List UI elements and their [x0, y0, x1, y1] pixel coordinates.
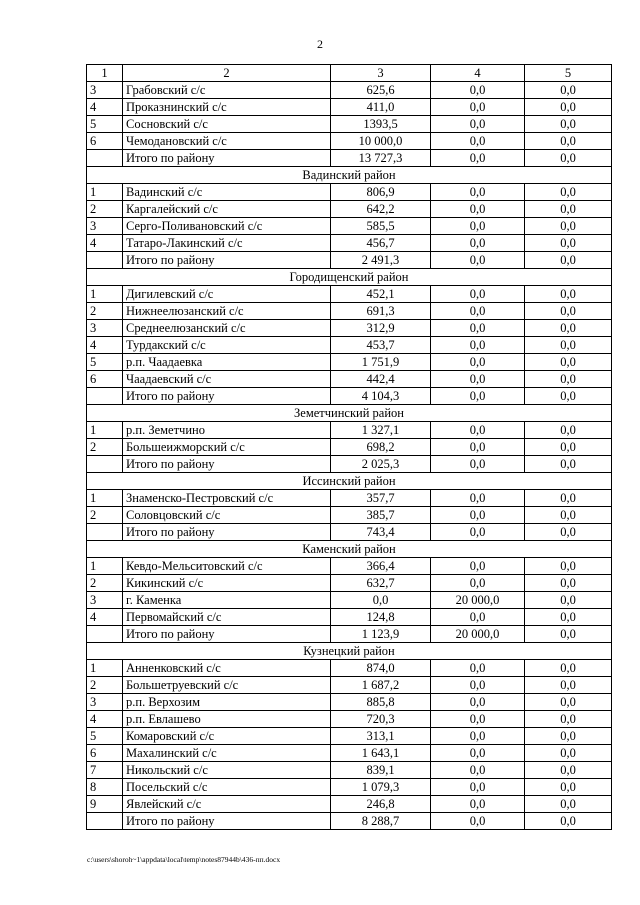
row-number: 3: [87, 82, 123, 99]
header-cell: 4: [431, 65, 525, 82]
table-row: [87, 694, 612, 711]
value-col-3: 385,7: [331, 507, 431, 524]
value-col-3: 691,3: [331, 303, 431, 320]
value-col-4: 0,0: [431, 507, 525, 524]
settlement-name: Явлейский с/с: [123, 796, 331, 813]
table-row: [87, 99, 612, 116]
district-section-row: [87, 541, 612, 558]
row-number: 2: [87, 439, 123, 456]
value-col-4: 0,0: [431, 762, 525, 779]
row-number: [87, 456, 123, 473]
district-total-row: [87, 150, 612, 167]
value-col-5: 0,0: [525, 184, 612, 201]
table-row: [87, 439, 612, 456]
row-number: 5: [87, 354, 123, 371]
settlement-name: Итого по району: [123, 456, 331, 473]
value-col-3: 874,0: [331, 660, 431, 677]
table-row: [87, 490, 612, 507]
table-row: [87, 558, 612, 575]
value-col-4: 0,0: [431, 745, 525, 762]
value-col-3: 411,0: [331, 99, 431, 116]
value-col-5: 0,0: [525, 779, 612, 796]
value-col-3: 357,7: [331, 490, 431, 507]
value-col-3: 124,8: [331, 609, 431, 626]
row-number: 6: [87, 745, 123, 762]
value-col-5: 0,0: [525, 286, 612, 303]
value-col-4: 20 000,0: [431, 592, 525, 609]
row-number: [87, 626, 123, 643]
table-row: [87, 575, 612, 592]
table-row: [87, 728, 612, 745]
value-col-4: 0,0: [431, 150, 525, 167]
row-number: 7: [87, 762, 123, 779]
district-title: Кузнецкий район: [87, 643, 612, 660]
settlement-name: Кевдо-Мельситовский с/с: [123, 558, 331, 575]
row-number: 3: [87, 694, 123, 711]
table-row: [87, 711, 612, 728]
table-row: [87, 609, 612, 626]
value-col-5: 0,0: [525, 524, 612, 541]
value-col-3: 313,1: [331, 728, 431, 745]
table-row: [87, 184, 612, 201]
value-col-4: 0,0: [431, 116, 525, 133]
row-number: 3: [87, 320, 123, 337]
value-col-4: 0,0: [431, 728, 525, 745]
value-col-3: 1393,5: [331, 116, 431, 133]
settlement-name: Итого по району: [123, 252, 331, 269]
settlement-name: р.п. Земетчино: [123, 422, 331, 439]
value-col-5: 0,0: [525, 337, 612, 354]
value-col-5: 0,0: [525, 575, 612, 592]
value-col-3: 2 491,3: [331, 252, 431, 269]
value-col-3: 366,4: [331, 558, 431, 575]
settlement-name: р.п. Чаадаевка: [123, 354, 331, 371]
value-col-3: 625,6: [331, 82, 431, 99]
district-total-row: [87, 388, 612, 405]
value-col-3: 720,3: [331, 711, 431, 728]
value-col-5: 0,0: [525, 218, 612, 235]
value-col-4: 0,0: [431, 303, 525, 320]
settlement-name: Итого по району: [123, 626, 331, 643]
value-col-4: 0,0: [431, 456, 525, 473]
table-row: [87, 422, 612, 439]
row-number: 4: [87, 235, 123, 252]
district-section-row: [87, 269, 612, 286]
value-col-3: 1 751,9: [331, 354, 431, 371]
district-total-row: [87, 524, 612, 541]
settlement-name: Кикинский с/с: [123, 575, 331, 592]
header-cell: 5: [525, 65, 612, 82]
footer-file-path: c:\users\shoroh~1\appdata\local\temp\notes87944b\436-пп.docx: [87, 855, 281, 864]
value-col-3: 839,1: [331, 762, 431, 779]
value-col-5: 0,0: [525, 762, 612, 779]
value-col-3: 456,7: [331, 235, 431, 252]
value-col-4: 0,0: [431, 201, 525, 218]
row-number: [87, 388, 123, 405]
settlement-name: р.п. Евлашево: [123, 711, 331, 728]
value-col-3: 1 643,1: [331, 745, 431, 762]
value-col-3: 10 000,0: [331, 133, 431, 150]
row-number: 1: [87, 286, 123, 303]
value-col-4: 0,0: [431, 796, 525, 813]
value-col-4: 0,0: [431, 609, 525, 626]
row-number: 8: [87, 779, 123, 796]
table-row: [87, 745, 612, 762]
settlement-name: Серго-Поливановский с/с: [123, 218, 331, 235]
value-col-3: 698,2: [331, 439, 431, 456]
value-col-5: 0,0: [525, 133, 612, 150]
header-cell: 1: [87, 65, 123, 82]
settlement-name: Махалинский с/с: [123, 745, 331, 762]
value-col-4: 0,0: [431, 337, 525, 354]
value-col-4: 0,0: [431, 694, 525, 711]
value-col-5: 0,0: [525, 660, 612, 677]
settlement-name: Анненковский с/с: [123, 660, 331, 677]
table-row: [87, 303, 612, 320]
value-col-5: 0,0: [525, 711, 612, 728]
value-col-5: 0,0: [525, 303, 612, 320]
settlement-name: Чаадаевский с/с: [123, 371, 331, 388]
value-col-5: 0,0: [525, 116, 612, 133]
row-number: 2: [87, 201, 123, 218]
value-col-4: 0,0: [431, 320, 525, 337]
value-col-5: 0,0: [525, 99, 612, 116]
value-col-3: 1 123,9: [331, 626, 431, 643]
row-number: 2: [87, 507, 123, 524]
value-col-5: 0,0: [525, 813, 612, 830]
value-col-3: 453,7: [331, 337, 431, 354]
value-col-3: 885,8: [331, 694, 431, 711]
district-title: Каменский район: [87, 541, 612, 558]
header-cell: 2: [123, 65, 331, 82]
row-number: 6: [87, 371, 123, 388]
settlement-name: Турдакский с/с: [123, 337, 331, 354]
value-col-5: 0,0: [525, 558, 612, 575]
settlement-name: Сосновский с/с: [123, 116, 331, 133]
budget-table: [86, 64, 612, 830]
row-number: [87, 524, 123, 541]
district-section-row: [87, 473, 612, 490]
value-col-5: 0,0: [525, 354, 612, 371]
value-col-4: 0,0: [431, 575, 525, 592]
header-cell: 3: [331, 65, 431, 82]
row-number: 4: [87, 99, 123, 116]
value-col-4: 0,0: [431, 218, 525, 235]
value-col-4: 0,0: [431, 439, 525, 456]
row-number: [87, 252, 123, 269]
value-col-3: 1 327,1: [331, 422, 431, 439]
value-col-3: 1 687,2: [331, 677, 431, 694]
district-section-row: [87, 167, 612, 184]
district-title: Вадинский район: [87, 167, 612, 184]
value-col-4: 0,0: [431, 252, 525, 269]
value-col-5: 0,0: [525, 745, 612, 762]
table-row: [87, 337, 612, 354]
row-number: 2: [87, 677, 123, 694]
row-number: 1: [87, 660, 123, 677]
settlement-name: Дигилевский с/с: [123, 286, 331, 303]
table-row: [87, 796, 612, 813]
value-col-4: 0,0: [431, 133, 525, 150]
settlement-name: Знаменско-Пестровский с/с: [123, 490, 331, 507]
table-row: [87, 779, 612, 796]
settlement-name: Чемодановский с/с: [123, 133, 331, 150]
settlement-name: Никольский с/с: [123, 762, 331, 779]
value-col-3: 246,8: [331, 796, 431, 813]
row-number: 1: [87, 422, 123, 439]
value-col-4: 0,0: [431, 490, 525, 507]
row-number: 4: [87, 609, 123, 626]
value-col-4: 0,0: [431, 558, 525, 575]
value-col-5: 0,0: [525, 150, 612, 167]
value-col-5: 0,0: [525, 796, 612, 813]
value-col-5: 0,0: [525, 201, 612, 218]
table-row: [87, 82, 612, 99]
value-col-5: 0,0: [525, 388, 612, 405]
value-col-3: 452,1: [331, 286, 431, 303]
row-number: 1: [87, 490, 123, 507]
settlement-name: Проказнинский с/с: [123, 99, 331, 116]
value-col-4: 0,0: [431, 677, 525, 694]
row-number: 9: [87, 796, 123, 813]
settlement-name: г. Каменка: [123, 592, 331, 609]
value-col-4: 20 000,0: [431, 626, 525, 643]
row-number: 6: [87, 133, 123, 150]
settlement-name: Соловцовский с/с: [123, 507, 331, 524]
page-number: 2: [317, 37, 323, 51]
value-col-3: 4 104,3: [331, 388, 431, 405]
district-section-row: [87, 643, 612, 660]
value-col-4: 0,0: [431, 354, 525, 371]
district-title: Земетчинский район: [87, 405, 612, 422]
table-row: [87, 762, 612, 779]
row-number: 3: [87, 218, 123, 235]
settlement-name: Каргалейский с/с: [123, 201, 331, 218]
row-number: 4: [87, 711, 123, 728]
value-col-5: 0,0: [525, 694, 612, 711]
district-title: Иссинский район: [87, 473, 612, 490]
value-col-4: 0,0: [431, 82, 525, 99]
settlement-name: Вадинский с/с: [123, 184, 331, 201]
settlement-name: Первомайский с/с: [123, 609, 331, 626]
district-total-row: [87, 252, 612, 269]
value-col-5: 0,0: [525, 371, 612, 388]
value-col-4: 0,0: [431, 184, 525, 201]
value-col-3: 585,5: [331, 218, 431, 235]
value-col-3: 312,9: [331, 320, 431, 337]
value-col-4: 0,0: [431, 524, 525, 541]
value-col-4: 0,0: [431, 286, 525, 303]
value-col-4: 0,0: [431, 422, 525, 439]
settlement-name: Итого по району: [123, 524, 331, 541]
settlement-name: Большеижморский с/с: [123, 439, 331, 456]
table-body: [87, 65, 612, 830]
table-row: [87, 592, 612, 609]
row-number: 1: [87, 558, 123, 575]
settlement-name: Среднеелюзанский с/с: [123, 320, 331, 337]
value-col-5: 0,0: [525, 252, 612, 269]
value-col-4: 0,0: [431, 779, 525, 796]
value-col-5: 0,0: [525, 490, 612, 507]
settlement-name: Итого по району: [123, 813, 331, 830]
value-col-3: 806,9: [331, 184, 431, 201]
value-col-3: 2 025,3: [331, 456, 431, 473]
value-col-3: 1 079,3: [331, 779, 431, 796]
value-col-3: 632,7: [331, 575, 431, 592]
settlement-name: Итого по району: [123, 388, 331, 405]
district-title: Городищенский район: [87, 269, 612, 286]
value-col-3: 0,0: [331, 592, 431, 609]
value-col-4: 0,0: [431, 388, 525, 405]
row-number: 5: [87, 116, 123, 133]
value-col-3: 442,4: [331, 371, 431, 388]
row-number: 3: [87, 592, 123, 609]
row-number: 4: [87, 337, 123, 354]
table-row: [87, 116, 612, 133]
settlement-name: Татаро-Лакинский с/с: [123, 235, 331, 252]
value-col-3: 13 727,3: [331, 150, 431, 167]
value-col-5: 0,0: [525, 422, 612, 439]
settlement-name: Нижнеелюзанский с/с: [123, 303, 331, 320]
table-row: [87, 133, 612, 150]
settlement-name: Итого по району: [123, 150, 331, 167]
row-number: [87, 813, 123, 830]
row-number: [87, 150, 123, 167]
row-number: 2: [87, 575, 123, 592]
district-total-row: [87, 626, 612, 643]
district-total-row: [87, 813, 612, 830]
value-col-5: 0,0: [525, 592, 612, 609]
table-row: [87, 371, 612, 388]
table-row: [87, 286, 612, 303]
value-col-3: 743,4: [331, 524, 431, 541]
value-col-5: 0,0: [525, 456, 612, 473]
settlement-name: Большетруевский с/с: [123, 677, 331, 694]
value-col-5: 0,0: [525, 235, 612, 252]
value-col-5: 0,0: [525, 728, 612, 745]
table-row: [87, 677, 612, 694]
row-number: 2: [87, 303, 123, 320]
row-number: 1: [87, 184, 123, 201]
district-section-row: [87, 405, 612, 422]
district-total-row: [87, 456, 612, 473]
value-col-5: 0,0: [525, 82, 612, 99]
settlement-name: Грабовский с/с: [123, 82, 331, 99]
table-row: [87, 218, 612, 235]
value-col-4: 0,0: [431, 711, 525, 728]
value-col-5: 0,0: [525, 609, 612, 626]
table-header-row: [87, 65, 612, 82]
value-col-4: 0,0: [431, 99, 525, 116]
table-row: [87, 201, 612, 218]
value-col-5: 0,0: [525, 507, 612, 524]
settlement-name: р.п. Верхозим: [123, 694, 331, 711]
value-col-5: 0,0: [525, 677, 612, 694]
value-col-4: 0,0: [431, 660, 525, 677]
row-number: 5: [87, 728, 123, 745]
value-col-5: 0,0: [525, 439, 612, 456]
settlement-name: Комаровский с/с: [123, 728, 331, 745]
table-row: [87, 320, 612, 337]
value-col-5: 0,0: [525, 320, 612, 337]
value-col-3: 642,2: [331, 201, 431, 218]
settlement-name: Посельский с/с: [123, 779, 331, 796]
value-col-3: 8 288,7: [331, 813, 431, 830]
table-row: [87, 507, 612, 524]
table-row: [87, 354, 612, 371]
value-col-5: 0,0: [525, 626, 612, 643]
table-row: [87, 660, 612, 677]
table-row: [87, 235, 612, 252]
value-col-4: 0,0: [431, 371, 525, 388]
value-col-4: 0,0: [431, 235, 525, 252]
value-col-4: 0,0: [431, 813, 525, 830]
